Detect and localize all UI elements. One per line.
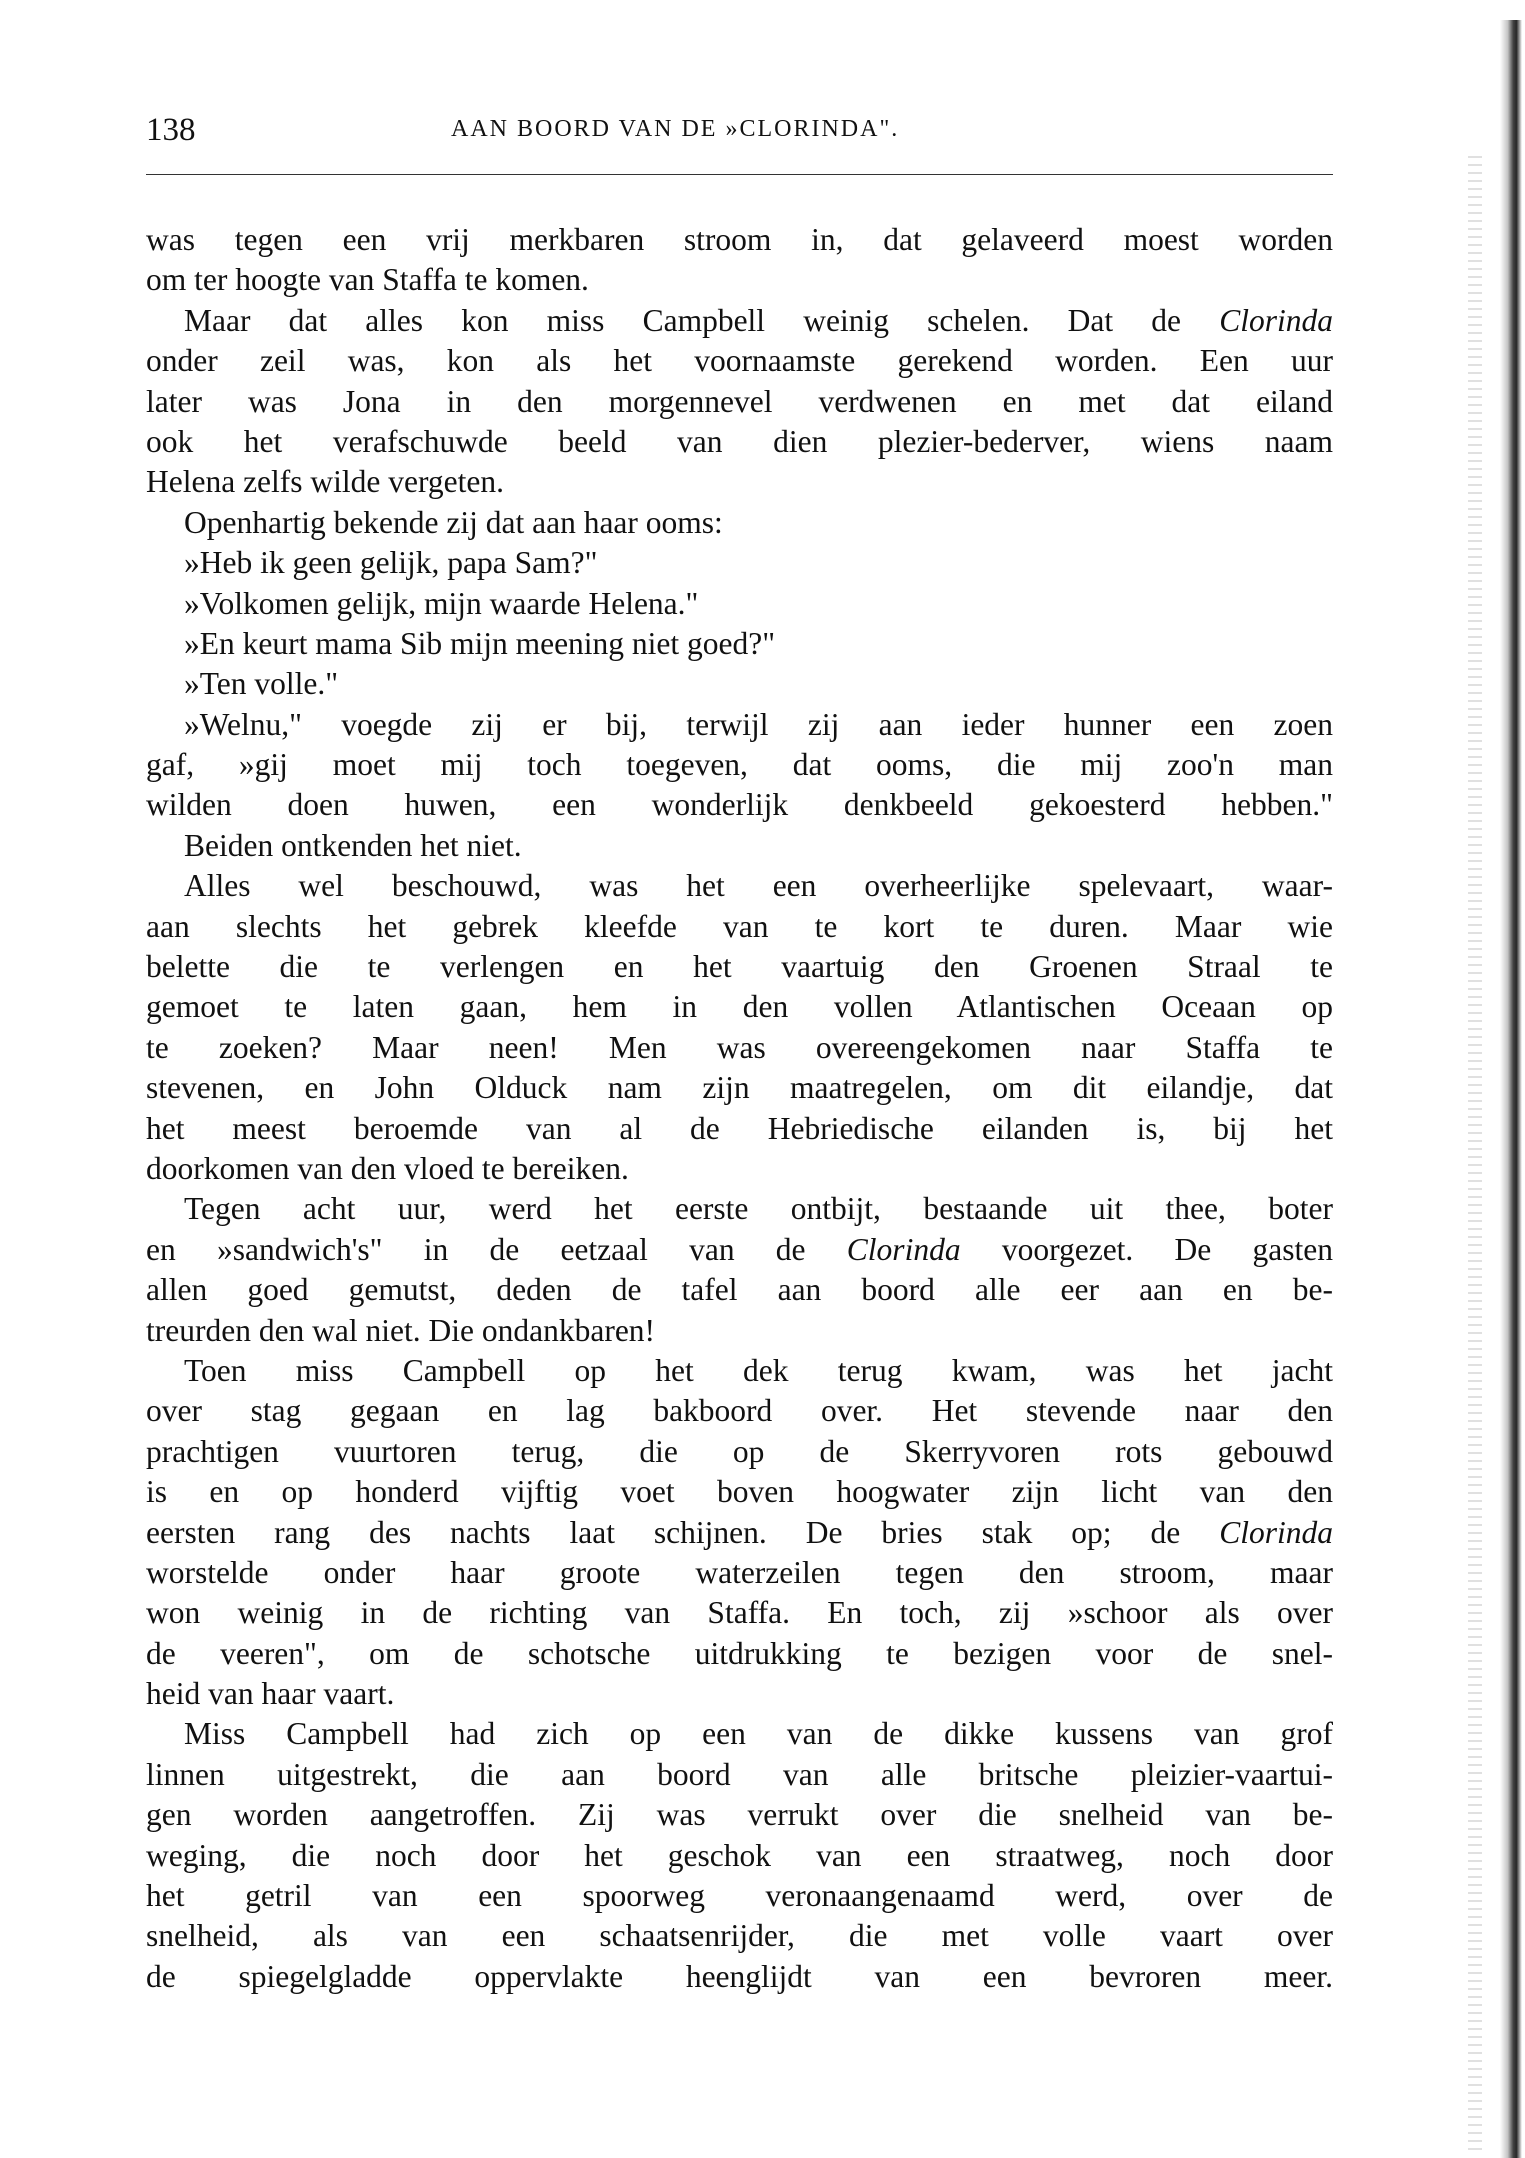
text-line (146, 382, 1333, 422)
line-text: het getril van een spoorweg veronaangenaamd werd, over de (146, 1878, 1333, 1914)
text-line (146, 1634, 1333, 1674)
line-text: stevenen, en John Olduck nam zijn maatregelen, om dit eilandje, dat (146, 1070, 1333, 1106)
text-line (146, 664, 1333, 704)
running-header (146, 112, 1333, 158)
text-line (146, 1068, 1333, 1108)
text-line (146, 1028, 1333, 1068)
text-line (146, 826, 1333, 866)
text-line (146, 503, 1333, 543)
scan-edge-noise (1468, 150, 1482, 2150)
body-text (146, 220, 1333, 1997)
text-line (146, 1836, 1333, 1876)
text-line (146, 1270, 1333, 1310)
line-text: Beiden ontkenden het niet. (184, 827, 522, 863)
text-line (146, 907, 1333, 947)
line-text: Openhartig bekende zij dat aan haar ooms: (184, 504, 723, 540)
line-text: worstelde onder haar groote waterzeilen tegen den stroom, maar (146, 1554, 1333, 1590)
text-line (146, 1432, 1333, 1472)
text-line (146, 543, 1333, 583)
text-line (146, 1755, 1333, 1795)
text-line (146, 1351, 1333, 1391)
line-text: onder zeil was, kon als het voornaamste gerekend worden. Een uur (146, 343, 1333, 379)
line-text: over stag gegaan en lag bakboord over. Het stevende naar den (146, 1393, 1333, 1429)
line-text: Maar dat alles kon miss Campbell weinig schelen. Dat de (184, 302, 1220, 338)
text-line (146, 1795, 1333, 1835)
italic-text: Clorinda (1219, 302, 1333, 338)
text-line (146, 1109, 1333, 1149)
line-text: weging, die noch door het geschok van een straatweg, noch door (146, 1837, 1333, 1873)
text-line (146, 341, 1333, 381)
line-text: Miss Campbell had zich op een van de dikke kussens van grof (184, 1716, 1333, 1752)
text-line (146, 1876, 1333, 1916)
text-line (146, 705, 1333, 745)
text-line (146, 301, 1333, 341)
line-text: om ter hoogte van Staffa te komen. (146, 262, 589, 298)
text-line (146, 1674, 1333, 1714)
line-text: heid van haar vaart. (146, 1676, 395, 1712)
text-line (146, 987, 1333, 1027)
text-line (146, 1916, 1333, 1956)
line-text: te zoeken? Maar neen! Men was overeengekomen naar Staffa te (146, 1029, 1333, 1065)
line-text: »Welnu," voegde zij er bij, terwijl zij aan ieder hunner een zoen (184, 706, 1333, 742)
text-line (146, 1593, 1333, 1633)
italic-text: Clorinda (846, 1231, 961, 1267)
line-text: prachtigen vuurtoren terug, die op de Skerryvoren rots gebouwd (146, 1433, 1333, 1469)
line-text: ook het verafschuwde beeld van dien plezier-bederver, wiens naam (146, 423, 1333, 459)
line-text: wilden doen huwen, een wonderlijk denkbeeld gekoesterd hebben." (146, 787, 1333, 823)
text-line (146, 624, 1333, 664)
text-line (146, 1714, 1333, 1754)
header-rule (146, 174, 1333, 175)
text-line (146, 422, 1333, 462)
line-text: de veeren", om de schotsche uitdrukking te bezigen voor de snel- (146, 1635, 1333, 1671)
line-text: het meest beroemde van al de Hebriedische eilanden is, bij het (146, 1110, 1333, 1146)
line-text: »Ten volle." (184, 666, 339, 702)
line-text: voorgezet. De gasten (960, 1231, 1333, 1267)
line-text: gaf, »gij moet mij toch toegeven, dat ooms, die mij zoo'n man (146, 747, 1333, 783)
line-text: »Volkomen gelijk, mijn waarde Helena." (184, 585, 699, 621)
italic-text: Clorinda (1219, 1514, 1333, 1550)
line-text: »En keurt mama Sib mijn meening niet goed?" (184, 625, 776, 661)
line-text: de spiegelgladde oppervlakte heenglijdt van een bevroren meer. (146, 1958, 1333, 1994)
text-line (146, 220, 1333, 260)
text-line (146, 260, 1333, 300)
text-line (146, 1149, 1333, 1189)
line-text: Helena zelfs wilde vergeten. (146, 464, 505, 500)
text-line (146, 866, 1333, 906)
line-text: allen goed gemutst, deden de tafel aan boord alle eer aan en be- (146, 1272, 1333, 1308)
text-line (146, 1230, 1333, 1270)
line-text: treurden den wal niet. Die ondankbaren! (146, 1312, 656, 1348)
page-number: 138 (146, 112, 196, 148)
line-text: doorkomen van den vloed te bereiken. (146, 1150, 629, 1186)
text-line (146, 785, 1333, 825)
text-line (146, 462, 1333, 502)
line-text: Alles wel beschouwd, was het een overheerlijke spelevaart, waar- (184, 868, 1333, 904)
line-text: en »sandwich's" in de eetzaal van de (146, 1231, 847, 1267)
text-line (146, 1311, 1333, 1351)
running-title: AAN BOORD VAN DE »CLORINDA". (451, 116, 900, 142)
line-text: is en op honderd vijftig voet boven hoogwater zijn licht van den (146, 1474, 1333, 1510)
line-text: belette die te verlengen en het vaartuig den Groenen Straal te (146, 949, 1333, 985)
line-text: »Heb ik geen gelijk, papa Sam?" (184, 545, 598, 581)
line-text: won weinig in de richting van Staffa. En toch, zij »schoor als over (146, 1595, 1333, 1631)
text-line (146, 1513, 1333, 1553)
line-text: later was Jona in den morgennevel verdwenen en met dat eiland (146, 383, 1333, 419)
text-line (146, 1189, 1333, 1229)
text-line (146, 947, 1333, 987)
text-line (146, 584, 1333, 624)
line-text: Toen miss Campbell op het dek terug kwam, was het jacht (184, 1352, 1333, 1388)
text-line (146, 1472, 1333, 1512)
scan-page-edge (1500, 20, 1522, 2158)
text-line (146, 1391, 1333, 1431)
text-line (146, 1553, 1333, 1593)
text-line (146, 1957, 1333, 1997)
line-text: was tegen een vrij merkbaren stroom in, dat gelaveerd moest worden (146, 222, 1333, 257)
line-text: aan slechts het gebrek kleefde van te kort te duren. Maar wie (146, 908, 1333, 944)
line-text: Tegen acht uur, werd het eerste ontbijt, bestaande uit thee, boter (184, 1191, 1333, 1227)
line-text: gemoet te laten gaan, hem in den vollen Atlantischen Oceaan op (146, 989, 1333, 1025)
text-line (146, 745, 1333, 785)
line-text: snelheid, als van een schaatsenrijder, die met volle vaart over (146, 1918, 1333, 1954)
line-text: gen worden aangetroffen. Zij was verrukt over die snelheid van be- (146, 1797, 1333, 1833)
line-text: linnen uitgestrekt, die aan boord van alle britsche pleizier-vaartui- (146, 1756, 1333, 1792)
line-text: eersten rang des nachts laat schijnen. De bries stak op; de (146, 1514, 1220, 1550)
